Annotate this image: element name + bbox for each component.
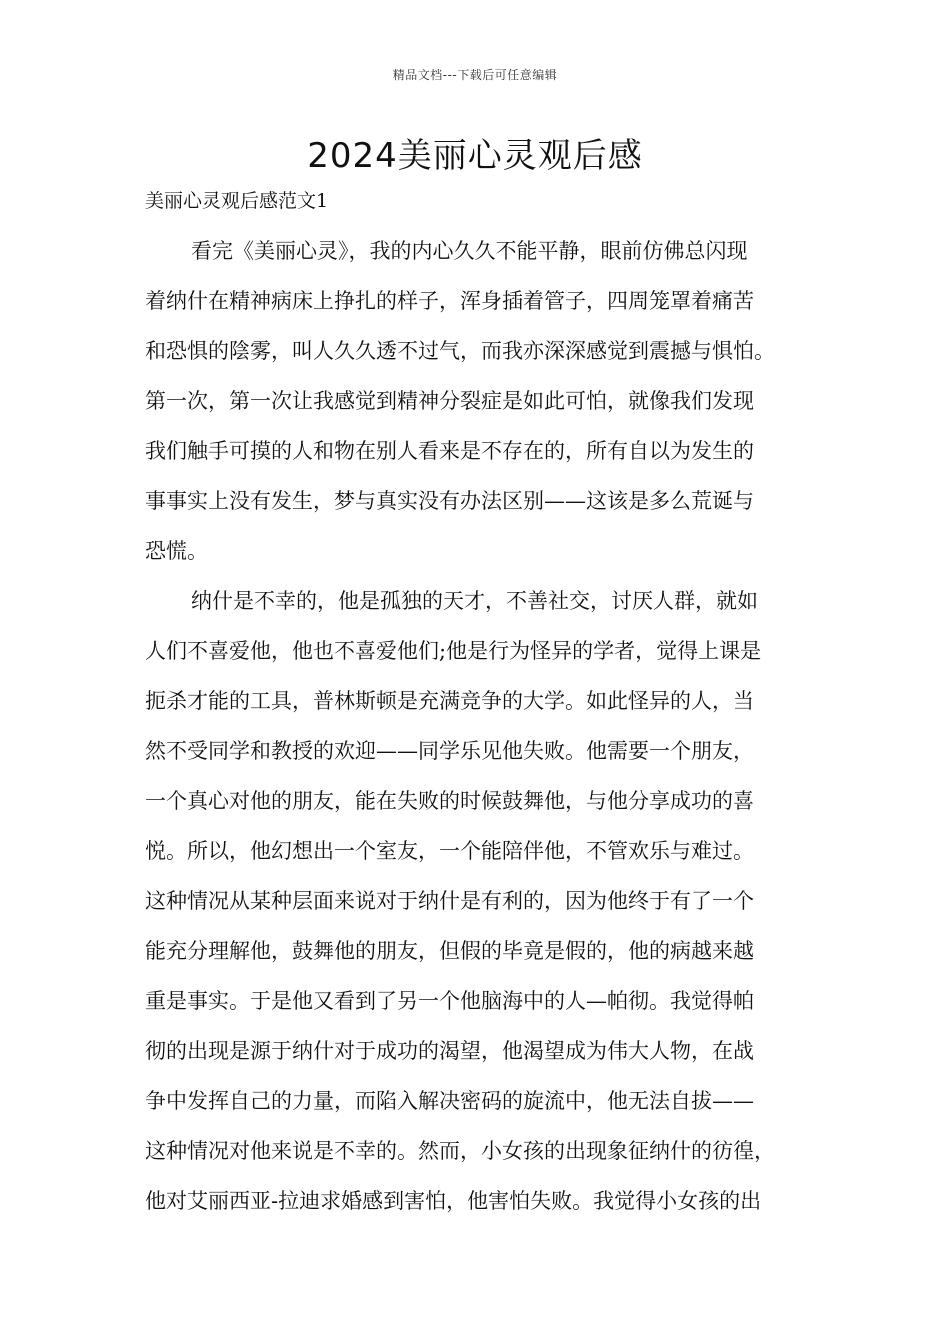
text-line: 重是事实。于是他又看到了另一个他脑海中的人—帕彻。我觉得帕 [145,989,754,1013]
text-line: 彻的出现是源于纳什对于成功的渴望，他渴望成为伟大人物，在战 [145,1039,754,1063]
text-line: 人们不喜爱他，他也不喜爱他们;他是行为怪异的学者，觉得上课是 [145,639,762,663]
text-line: 这种情况对他来说是不幸的。然而，小女孩的出现象征纳什的彷徨， [145,1139,775,1163]
text-line: 着纳什在精神病床上挣扎的样子，浑身插着管子，四周笼罩着痛苦 [145,289,754,313]
text-line: 争中发挥自己的力量，而陷入解决密码的旋流中，他无法自拔—— [145,1089,754,1113]
text-line: 事事实上没有发生，梦与真实没有办法区别——这该是多么荒诞与 [145,489,754,513]
document-title: 2024美丽心灵观后感 [307,136,643,176]
text-line: 纳什是不幸的，他是孤独的天才，不善社交，讨厌人群，就如 [191,589,758,613]
text-line: 第一次，第一次让我感觉到精神分裂症是如此可怕，就像我们发现 [145,389,754,413]
text-line: 恐慌。 [145,539,208,563]
section-subtitle: 美丽心灵观后感范文1 [145,190,329,212]
text-line: 一个真心对他的朋友，能在失败的时候鼓舞他，与他分享成功的喜 [145,789,754,813]
text-line: 悦。所以，他幻想出一个室友，一个能陪伴他，不管欢乐与难过。 [145,839,754,863]
text-line: 他对艾丽西亚-拉迪求婚感到害怕，他害怕失败。我觉得小女孩的出 [145,1189,762,1213]
page-header-note: 精品文档---下载后可任意编辑 [392,68,558,82]
text-line: 能充分理解他，鼓舞他的朋友，但假的毕竟是假的，他的病越来越 [145,939,754,963]
text-line: 然不受同学和教授的欢迎——同学乐见他失败。他需要一个朋友， [145,739,754,763]
text-line: 我们触手可摸的人和物在别人看来是不存在的，所有自以为发生的 [145,439,754,463]
text-line: 看完《美丽心灵》，我的内心久久不能平静，眼前仿佛总闪现 [191,239,748,263]
essay-body [145,226,809,1226]
text-line: 和恐惧的陰雾，叫人久久透不过气，而我亦深深感觉到震撼与惧怕。 [145,339,775,363]
text-line: 这种情况从某种层面来说对于纳什是有利的，因为他终于有了一个 [145,889,754,913]
text-line: 扼杀才能的工具，普林斯顿是充满竞争的大学。如此怪异的人，当 [145,689,754,713]
